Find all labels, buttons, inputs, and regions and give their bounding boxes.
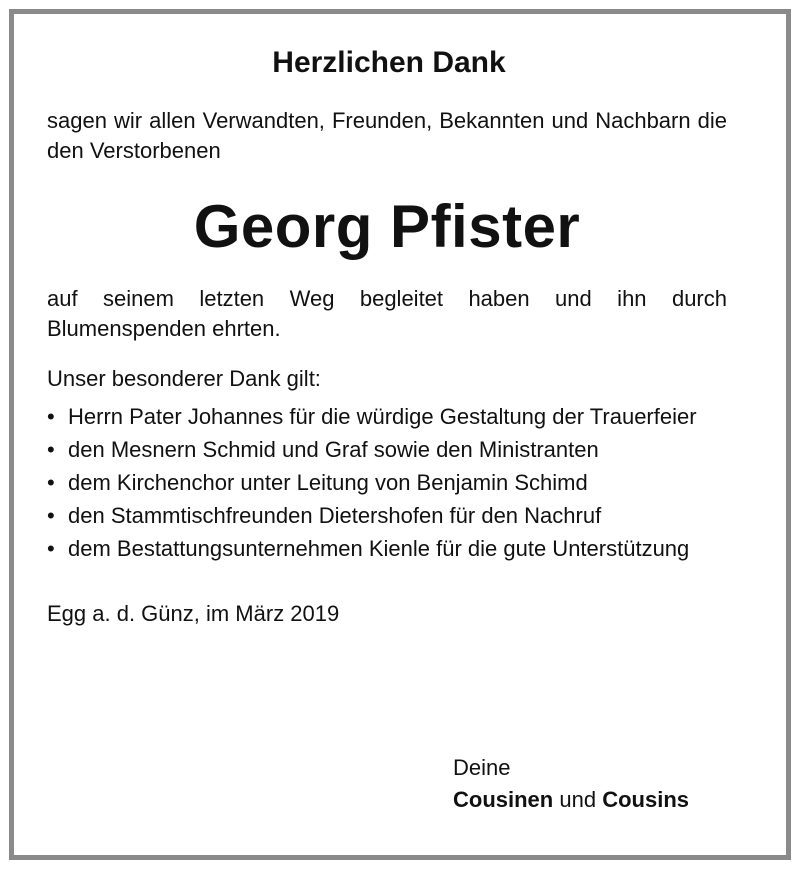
notice-content xyxy=(47,45,727,629)
list-item xyxy=(47,466,727,499)
notice-heading: Herzlichen Dank xyxy=(272,46,506,79)
bullet-icon: • xyxy=(47,536,55,561)
deceased-name: Georg Pfister xyxy=(193,193,581,260)
bullet-icon: • xyxy=(47,470,55,495)
list-item-text: dem Kirchenchor unter Leitung von Benjamin Schimd xyxy=(68,470,588,495)
bullet-icon: • xyxy=(47,503,55,528)
list-item xyxy=(47,400,727,433)
list-item xyxy=(47,499,727,532)
list-item xyxy=(47,532,727,565)
list-item-text: Herrn Pater Johannes für die würdige Gestaltung der Trauerfeier xyxy=(68,404,697,429)
list-item xyxy=(47,433,727,466)
thanks-list xyxy=(47,400,727,565)
signature-group2: Cousins xyxy=(602,787,689,812)
place-date: Egg a. d. Günz, im März 2019 xyxy=(47,601,340,626)
signature-line1: Deine xyxy=(453,755,511,780)
signature-group1: Cousinen xyxy=(453,787,554,812)
signature-line2 xyxy=(453,784,689,816)
thanks-intro: Unser besonderer Dank gilt: xyxy=(47,366,321,391)
list-item-text: den Mesnern Schmid und Graf sowie den Ministranten xyxy=(68,437,599,462)
bullet-icon: • xyxy=(47,437,55,462)
signature xyxy=(453,752,689,816)
after-name-text: auf seinem letzten Weg begleitet haben und ihn durch Blumenspenden ehrten. xyxy=(47,286,727,341)
list-item-text: dem Bestattungsunternehmen Kienle für die gute Unterstützung xyxy=(68,536,690,561)
bullet-icon: • xyxy=(47,404,55,429)
signature-connector: und xyxy=(559,787,597,812)
intro-text: sagen wir allen Verwandten, Freunden, Bekannten und Nachbarn die den Verstorbenen xyxy=(47,108,727,163)
list-item-text: den Stammtischfreunden Dietershofen für den Nachruf xyxy=(68,503,602,528)
